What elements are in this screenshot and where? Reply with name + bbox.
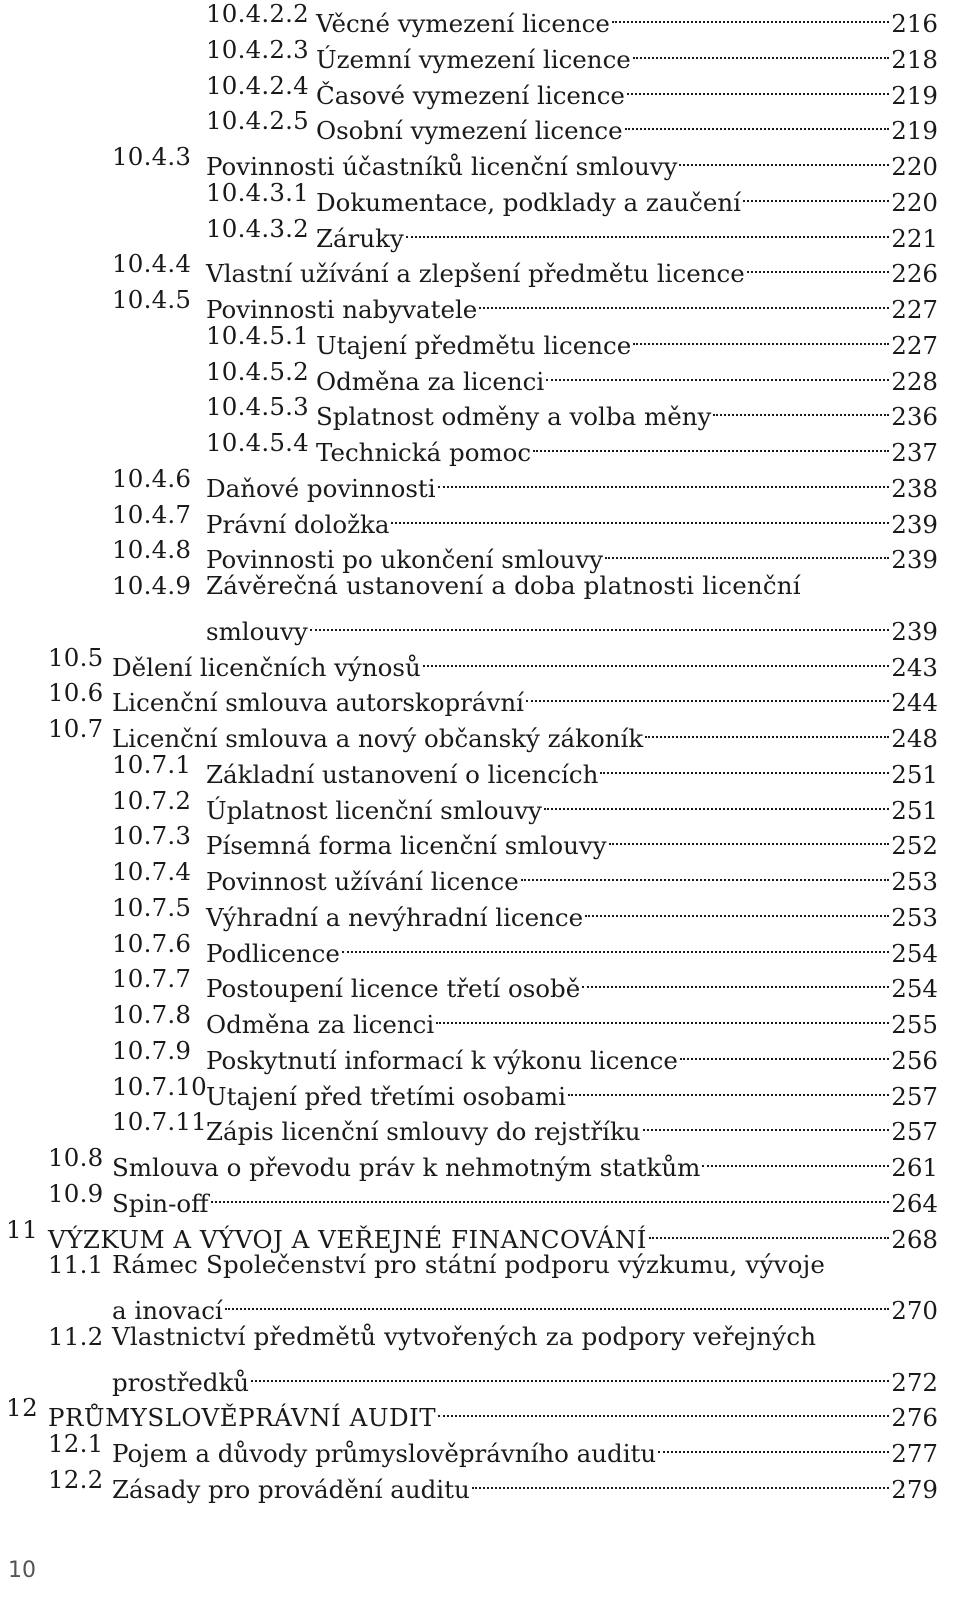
toc-entry-page: 243 — [891, 652, 938, 682]
toc-entry — [0, 68, 960, 110]
toc-entry-number: 10.4.8 — [112, 535, 192, 565]
toc-entry-title-continued: smlouvy — [206, 616, 308, 646]
dot-leader — [680, 1033, 889, 1069]
toc-entry-number: 12.1 — [48, 1429, 104, 1458]
toc-entry-title: Písemná forma licenční smlouvy — [206, 831, 607, 861]
toc-entry-page: 256 — [891, 1045, 938, 1075]
dot-leader — [533, 425, 889, 461]
toc-entry — [0, 675, 960, 718]
toc-entry — [0, 1462, 960, 1504]
toc-entry-title: Právní doložka — [206, 509, 390, 539]
toc-entry-title: Povinnosti účastníků licenční smlouvy — [206, 152, 678, 181]
toc-entry — [0, 282, 960, 324]
dot-leader — [645, 711, 889, 747]
toc-entry-title: Dokumentace, podklady a zaučení — [316, 187, 742, 217]
toc-entry — [0, 246, 960, 289]
toc-entry — [0, 1140, 960, 1182]
dot-leader — [633, 32, 889, 68]
toc-entry-page: 216 — [891, 9, 938, 38]
toc-entry-title: Zápis licenční smlouvy do rejstříku — [206, 1117, 641, 1147]
toc-entry-title: PRŮMYSLOVĚPRÁVNÍ AUDIT — [48, 1403, 437, 1433]
toc-entry-title: Smlouva o převodu práv k nehmotným statkům — [112, 1153, 701, 1182]
toc-entry-title: Časové vymezení licence — [316, 80, 625, 110]
toc-entry-page: 272 — [891, 1367, 938, 1397]
dot-leader — [600, 747, 889, 783]
toc-entry-page: 251 — [891, 795, 938, 825]
toc-entry-number: 10.4.5.1 — [206, 320, 309, 350]
dot-leader — [605, 532, 889, 568]
toc-entry-page: 226 — [891, 259, 938, 289]
toc-entry-number: 10.7.7 — [112, 964, 192, 994]
dot-leader — [438, 461, 890, 497]
toc-entry-number: 10.7 — [48, 714, 104, 743]
toc-entry-number: 10.4.3.1 — [206, 177, 309, 207]
toc-entry-number: 10.7.9 — [112, 1035, 192, 1065]
toc-entry-number: 10.7.4 — [112, 857, 192, 886]
toc-entry-page: 239 — [891, 616, 938, 646]
dot-leader — [679, 139, 889, 175]
toc-entry-title: Pojem a důvody průmyslověprávního auditu — [112, 1439, 657, 1468]
toc-entry-title: Závěrečná ustanovení a doba platnosti licenční — [206, 571, 801, 600]
toc-entry — [0, 461, 960, 503]
dot-leader — [643, 1104, 890, 1140]
toc-entry-number: 10.4.7 — [112, 499, 192, 529]
toc-entry-page: 227 — [891, 295, 938, 324]
toc-entry — [0, 1390, 960, 1433]
dot-leader — [423, 640, 889, 676]
toc-entry-continuation — [0, 1283, 960, 1325]
toc-entry-number: 10.4.2.5 — [206, 106, 309, 136]
dot-leader — [658, 1426, 889, 1462]
toc-entry-page: 236 — [891, 402, 938, 432]
toc-entry-title: Utajení předmětu licence — [316, 330, 632, 360]
toc-entry — [0, 425, 960, 467]
toc-entry-page: 228 — [891, 366, 938, 396]
toc-entry-number: 10.4.5.4 — [206, 428, 309, 457]
toc-entry-title: Rámec Společenství pro státní podporu výzkumu, vývoje — [112, 1250, 826, 1280]
toc-entry-number: 12 — [6, 1393, 39, 1423]
toc-entry-title: Povinnosti po ukončení smlouvy — [206, 545, 604, 575]
toc-entry — [0, 926, 960, 968]
toc-entry — [0, 32, 960, 74]
toc-entry-page: 244 — [891, 688, 938, 718]
toc-entry-title: VÝZKUM A VÝVOJ A VEŘEJNÉ FINANCOVÁNÍ — [48, 1224, 647, 1254]
toc-entry — [0, 389, 960, 432]
toc-entry-title: Podlicence — [206, 938, 340, 968]
toc-entry-title: Postoupení licence třetí osobě — [206, 974, 581, 1004]
toc-entry-title: Výhradní a nevýhradní licence — [206, 902, 584, 932]
toc-entry-title: Úplatnost licenční smlouvy — [206, 795, 543, 825]
toc-entry-title: Vlastní užívání a zlepšení předmětu licence — [206, 259, 745, 289]
toc-entry-number: 10.4.9 — [112, 571, 192, 600]
toc-entry — [0, 854, 960, 896]
toc-entry-page: 218 — [891, 44, 938, 74]
dot-leader — [251, 1355, 889, 1391]
toc-entry-number: 10.7.1 — [112, 749, 192, 779]
toc-entry — [0, 1247, 960, 1283]
toc-entry-number: 10.7.11 — [112, 1107, 207, 1137]
toc-entry-number: 11.1 — [48, 1250, 104, 1280]
toc-entry — [0, 961, 960, 1004]
toc-entry — [0, 1212, 960, 1254]
toc-entry-title: Věcné vymezení licence — [316, 9, 610, 38]
toc-entry-number: 10.4.5.3 — [206, 392, 309, 422]
toc-entry-number: 10.4.5 — [112, 285, 192, 314]
toc-entry-page: 220 — [891, 187, 938, 217]
toc-entry-title: Dělení licenčních výnosů — [112, 652, 421, 682]
dot-leader — [406, 211, 889, 247]
toc-entry-page: 253 — [891, 902, 938, 932]
dot-leader — [609, 818, 890, 854]
toc-entry-number: 10.7.3 — [112, 821, 192, 851]
toc-entry-title: Územní vymezení licence — [316, 44, 631, 74]
dot-leader — [743, 175, 889, 211]
dot-leader — [391, 497, 889, 533]
toc-entry-title: Spin-off — [112, 1188, 209, 1218]
toc-entry — [0, 532, 960, 575]
toc-entry — [0, 1069, 960, 1111]
toc-entry — [0, 640, 960, 682]
toc-entry — [0, 711, 960, 753]
toc-entry-number: 10.7.5 — [112, 892, 192, 922]
toc-entry-page: 276 — [891, 1403, 938, 1433]
toc-entry-page: 264 — [891, 1188, 938, 1218]
toc-entry-page: 237 — [891, 438, 938, 467]
toc-entry-page: 270 — [891, 1296, 938, 1325]
dot-leader — [546, 354, 889, 390]
dot-leader — [225, 1283, 889, 1319]
dot-leader — [342, 926, 889, 962]
dot-leader — [633, 318, 889, 354]
dot-leader — [702, 1140, 889, 1176]
toc-entry — [0, 997, 960, 1039]
toc-entry-page: 252 — [891, 831, 938, 861]
toc-entry — [0, 747, 960, 789]
toc-entry — [0, 497, 960, 539]
toc-entry — [0, 783, 960, 825]
toc-entry-number: 10.8 — [48, 1143, 104, 1172]
toc-entry — [0, 1176, 960, 1218]
dot-leader — [479, 282, 889, 318]
toc-entry-number: 10.7.2 — [112, 785, 192, 815]
toc-entry-number: 11.2 — [48, 1321, 104, 1351]
toc-entry-page: 248 — [891, 724, 938, 753]
toc-entry-number: 10.4.6 — [112, 463, 192, 493]
toc-entry-page: 255 — [891, 1010, 938, 1039]
toc-entry-number: 10.5 — [48, 642, 104, 672]
toc-entry-page: 254 — [891, 974, 938, 1004]
toc-entry-number: 10.7.10 — [112, 1071, 207, 1101]
toc-entry-title: Vlastnictví předmětů vytvořených za podpory veřejných — [112, 1321, 817, 1351]
toc-entry-page: 219 — [891, 80, 938, 110]
toc-entry-number: 10.4.2.3 — [206, 34, 309, 64]
toc-entry-number: 10.7.8 — [112, 1000, 192, 1029]
toc-entry-title: Zásady pro provádění auditu — [112, 1474, 470, 1504]
toc-entry — [0, 0, 960, 38]
toc-entry-page: 220 — [891, 152, 938, 181]
dot-leader — [568, 1069, 889, 1105]
toc-entry — [0, 211, 960, 253]
toc-entry-title-continued: a inovací — [112, 1296, 223, 1325]
toc-entry — [0, 103, 960, 146]
dot-leader — [436, 997, 889, 1033]
toc-entry-page: 253 — [891, 867, 938, 896]
toc-entry — [0, 354, 960, 396]
toc-entry — [0, 1426, 960, 1468]
toc-entry-title: Záruky — [316, 223, 404, 253]
dot-leader — [521, 854, 890, 890]
toc-entry-page: 279 — [891, 1474, 938, 1504]
toc-entry — [0, 818, 960, 861]
toc-entry-title: Utajení před třetími osobami — [206, 1081, 566, 1111]
dot-leader — [438, 1390, 889, 1426]
toc-entry-title: Odměna za licenci — [206, 1010, 435, 1039]
dot-leader — [310, 604, 889, 640]
dot-leader — [544, 783, 889, 819]
toc-entry-page: 238 — [891, 473, 938, 503]
toc-entry-title: Základní ustanovení o licencích — [206, 759, 599, 789]
toc-entry-title: Povinnost užívání licence — [206, 867, 519, 896]
toc-entry-continuation — [0, 604, 960, 646]
toc-entry-number: 10.6 — [48, 678, 104, 708]
toc-entry-number: 10.4.2.4 — [206, 70, 309, 100]
toc-entry-title: Daňové povinnosti — [206, 473, 436, 503]
toc-entry-title: Splatnost odměny a volba měny — [316, 402, 712, 432]
toc-entry — [0, 1319, 960, 1355]
toc-entry-page: 219 — [891, 116, 938, 146]
toc-entry-page: 227 — [891, 330, 938, 360]
toc-entry-page: 277 — [891, 1439, 938, 1468]
toc-entry-number: 10.9 — [48, 1178, 104, 1208]
dot-leader — [526, 675, 889, 711]
toc-entry-page: 257 — [891, 1117, 938, 1147]
toc-entry-title: Licenční smlouva a nový občanský zákoník — [112, 724, 644, 753]
dot-leader — [747, 246, 889, 282]
toc-entry-title-continued: prostředků — [112, 1367, 250, 1397]
dot-leader — [649, 1212, 889, 1248]
toc-entry-title: Osobní vymezení licence — [316, 116, 623, 146]
toc-entry-page: 268 — [891, 1224, 938, 1254]
toc-entry-continuation — [0, 1355, 960, 1397]
toc-entry-title: Poskytnutí informací k výkonu licence — [206, 1045, 678, 1075]
toc-entry-number: 11 — [6, 1214, 39, 1244]
toc-entry — [0, 568, 960, 604]
toc-entry-page: 239 — [891, 545, 938, 575]
dot-leader — [472, 1462, 889, 1498]
dot-leader — [713, 389, 889, 425]
toc-entry-page: 261 — [891, 1153, 938, 1182]
toc-entry-title: Povinnosti nabyvatele — [206, 295, 478, 324]
toc-entry — [0, 890, 960, 932]
toc-entry-title: Odměna za licenci — [316, 366, 545, 396]
dot-leader — [582, 961, 889, 997]
toc-entry-number: 10.4.5.2 — [206, 356, 309, 386]
toc-entry-page: 254 — [891, 938, 938, 968]
page-number: 10 — [8, 1558, 36, 1583]
toc-entry-number: 10.7.6 — [112, 928, 192, 958]
toc-entry-page: 257 — [891, 1081, 938, 1111]
toc-entry-title: Technická pomoc — [316, 438, 532, 467]
toc-entry-title: Licenční smlouva autorskoprávní — [112, 688, 524, 718]
toc-entry-number: 10.4.4 — [112, 249, 192, 279]
toc-entry-number: 10.4.2.2 — [206, 0, 309, 28]
toc-entry-page: 221 — [891, 223, 938, 253]
dot-leader — [627, 68, 889, 104]
toc-entry-number: 12.2 — [48, 1464, 104, 1494]
toc-entry — [0, 1033, 960, 1075]
dot-leader — [211, 1176, 890, 1212]
toc-entry-number: 10.4.3.2 — [206, 213, 309, 243]
toc-entry — [0, 175, 960, 217]
toc-entry-number: 10.4.3 — [112, 142, 192, 171]
dot-leader — [585, 890, 889, 926]
toc-entry — [0, 139, 960, 181]
toc-entry — [0, 318, 960, 360]
toc-entry — [0, 1104, 960, 1147]
toc-entry-line — [112, 1462, 938, 1508]
toc-entry-page: 239 — [891, 509, 938, 539]
toc-entry-page: 251 — [891, 759, 938, 789]
dot-leader — [625, 103, 890, 139]
dot-leader — [612, 0, 889, 32]
